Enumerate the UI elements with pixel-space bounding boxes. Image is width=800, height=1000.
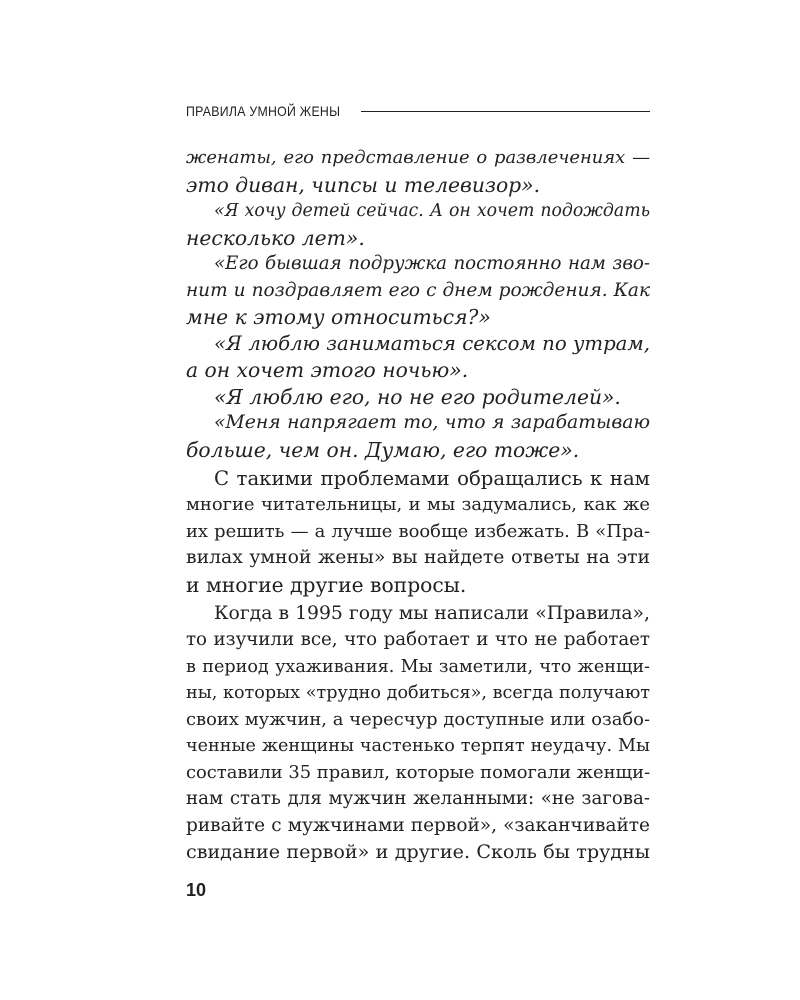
text-line: «Его бывшая подружка постоянно нам зво- xyxy=(214,253,650,274)
text-line: вилах умной жены» вы найдете ответы на эти xyxy=(186,547,650,568)
text-line: нам стать для мужчин желанными: «не загова- xyxy=(186,788,650,809)
page-number: 10 xyxy=(186,880,207,900)
text-line: Когда в 1995 году мы написали «Правила», xyxy=(214,602,650,624)
text-line: свидание первой» и другие. Сколь бы трудны xyxy=(186,840,650,863)
text-line: ны, которых «трудно добиться», всегда получают xyxy=(186,683,650,703)
text-line: С такими проблемами обращались к нам xyxy=(214,466,650,490)
text-line: нит и поздравляет его с днем рождения. Как xyxy=(186,279,650,301)
text-line: это диван, чипсы и телевизор». xyxy=(186,172,541,197)
text-line: больше, чем он. Думаю, его тоже». xyxy=(186,437,580,462)
text-line: женаты, его представление о развлечениях — xyxy=(186,147,650,168)
text-line: своих мужчин, а чересчур доступные или озабо- xyxy=(186,708,650,730)
text-line: «Я люблю его, но не его родителей». xyxy=(214,384,621,409)
text-line: ривайте с мужчинами первой», «заканчивайте xyxy=(186,814,650,836)
text-line: мне к этому относиться?» xyxy=(186,305,491,329)
text-line: их решить — а лучше вообще избежать. В «Пра- xyxy=(186,520,650,542)
running-header xyxy=(186,100,650,122)
text-line: несколько лет». xyxy=(186,225,365,250)
text-line: а он хочет этого ночью». xyxy=(186,358,469,382)
header-rule xyxy=(361,111,650,112)
body-text xyxy=(186,145,650,866)
text-line: многие читательницы, и мы задумались, как же xyxy=(186,494,650,515)
text-line: ченные женщины частенько терпят неудачу. Мы xyxy=(186,736,650,756)
text-line: «Я люблю заниматься сексом по утрам, xyxy=(214,331,650,355)
header-title: ПРАВИЛА УМНОЙ ЖЕНЫ xyxy=(186,103,341,119)
text-line: составили 35 правил, которые помогали женщи- xyxy=(186,761,651,783)
text-line: то изучили все, что работает и что не работает xyxy=(186,629,650,650)
text-line: «Я хочу детей сейчас. А он хочет подождать xyxy=(214,201,650,221)
text-line: в период ухаживания. Мы заметили, что женщи- xyxy=(186,656,650,677)
text-line: «Меня напрягает то, что я зарабатываю xyxy=(214,412,650,433)
text-line: и многие другие вопросы. xyxy=(186,572,467,597)
